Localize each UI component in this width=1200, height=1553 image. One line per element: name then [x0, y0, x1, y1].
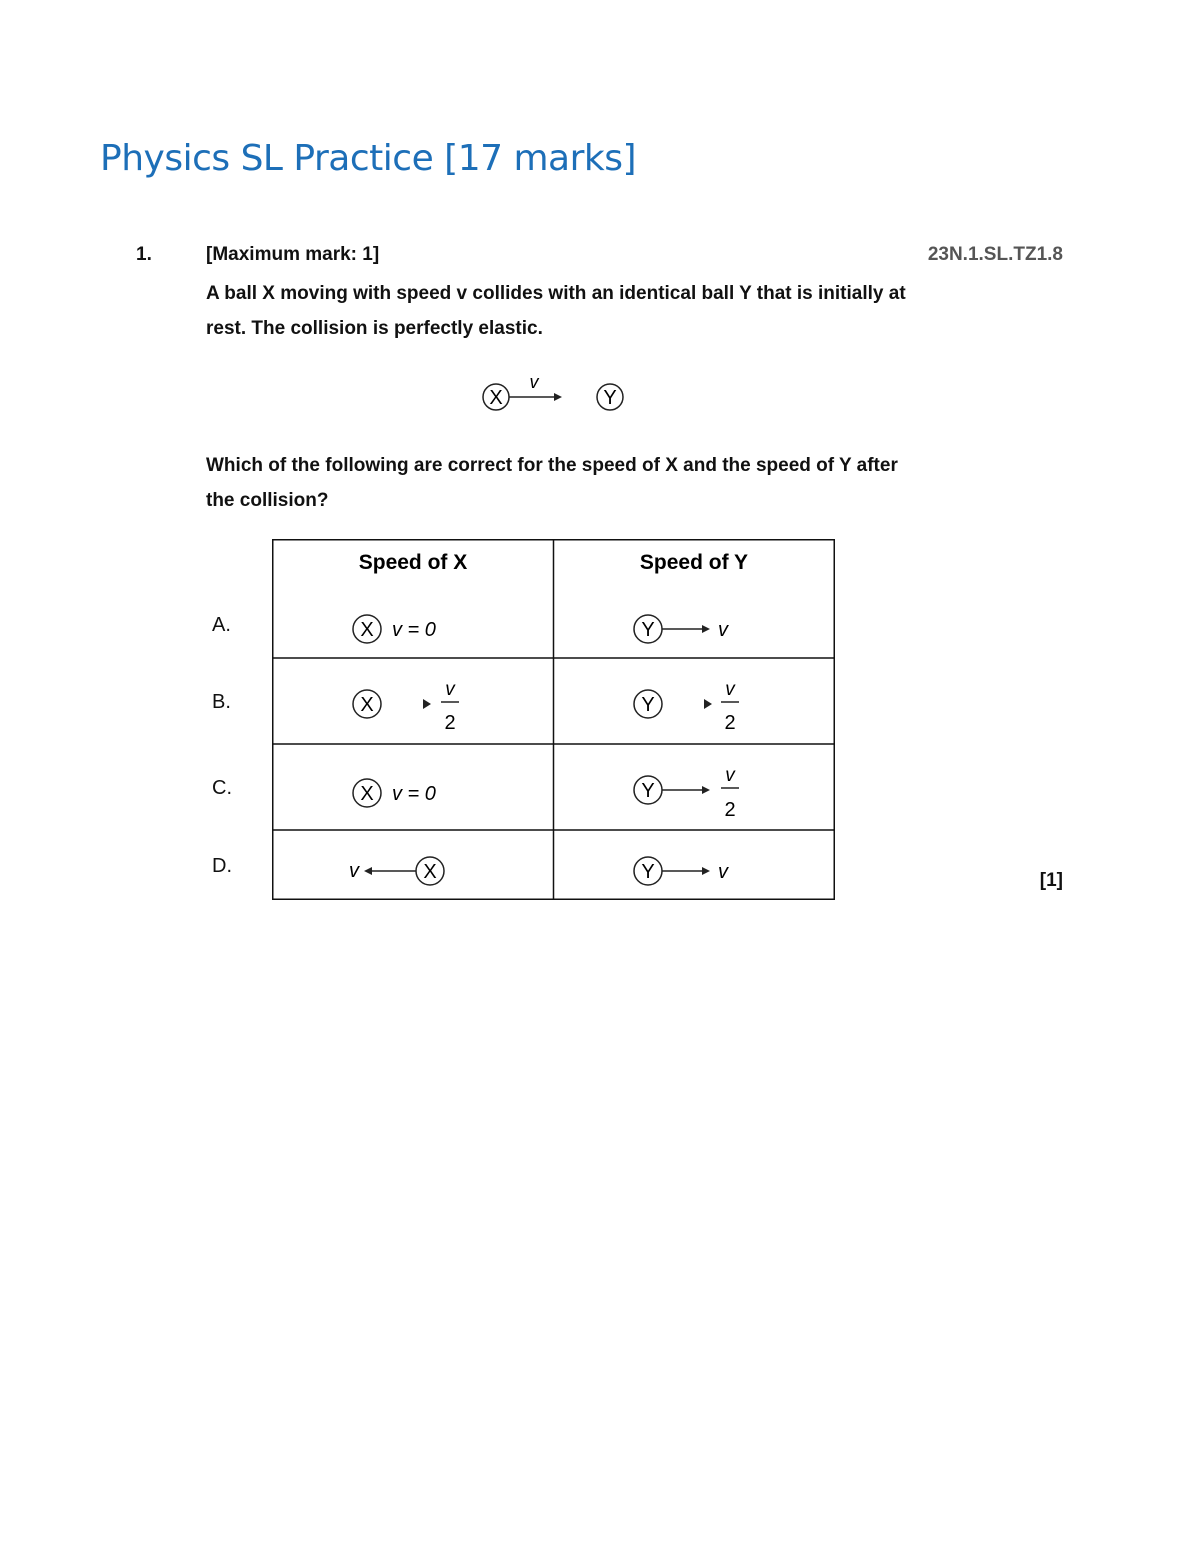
svg-text:X: X: [360, 694, 374, 716]
question-number: 1.: [136, 244, 152, 265]
svg-text:X: X: [423, 861, 437, 883]
row-a-y-value: v: [718, 619, 728, 641]
svg-text:Y: Y: [641, 619, 655, 641]
header-speed-x: Speed of X: [358, 551, 468, 574]
row-a-y: [634, 615, 729, 643]
row-c-y-den: 2: [724, 799, 736, 821]
row-a-x-value: v = 0: [392, 619, 436, 641]
row-a-x: [353, 615, 436, 643]
velocity-label: v: [529, 372, 539, 392]
answer-table: [272, 539, 835, 900]
option-a-label: A.: [212, 614, 231, 636]
ball-x-label: X: [489, 387, 503, 409]
velocity-arrowhead: [554, 393, 562, 401]
row-b-y: [634, 679, 739, 734]
row-d-y-value: v: [718, 861, 728, 883]
row-c-y: [634, 765, 739, 821]
row-b-y-den: 2: [724, 712, 736, 734]
row-b-y-num: v: [725, 679, 735, 700]
ball-y-label: Y: [603, 387, 617, 409]
svg-text:Y: Y: [641, 694, 655, 716]
row-c-x-value: v = 0: [392, 783, 436, 805]
question-stem: A ball X moving with speed v collides with an identical ball Y that is initially at rest. The collision is perfectly elastic.: [206, 283, 906, 339]
row-b-x-num: v: [445, 679, 455, 700]
row-d-x: [349, 857, 444, 885]
svg-text:X: X: [360, 783, 374, 805]
row-d-y: [634, 857, 729, 885]
question-prompt: Which of the following are correct for the speed of X and the speed of Y after the collision?: [206, 455, 898, 511]
collision-figure: [470, 368, 640, 418]
option-b-label: B.: [212, 691, 231, 713]
header-speed-y: Speed of Y: [639, 551, 749, 574]
page-title: Physics SL Practice [17 marks]: [100, 138, 637, 179]
row-c-x: [353, 779, 436, 807]
svg-text:X: X: [360, 619, 374, 641]
row-c-y-num: v: [725, 765, 735, 786]
question-marks: [1]: [1039, 870, 1063, 891]
svg-text:Y: Y: [641, 861, 655, 883]
option-c-label: C.: [212, 777, 232, 799]
question-code: 23N.1.SL.TZ1.8: [927, 244, 1063, 265]
maximum-mark: [Maximum mark: 1]: [206, 244, 380, 265]
svg-text:Y: Y: [641, 780, 655, 802]
row-b-x-den: 2: [444, 712, 456, 734]
row-d-x-value: v: [349, 860, 359, 882]
row-b-x: [353, 679, 459, 734]
option-d-label: D.: [212, 855, 232, 877]
